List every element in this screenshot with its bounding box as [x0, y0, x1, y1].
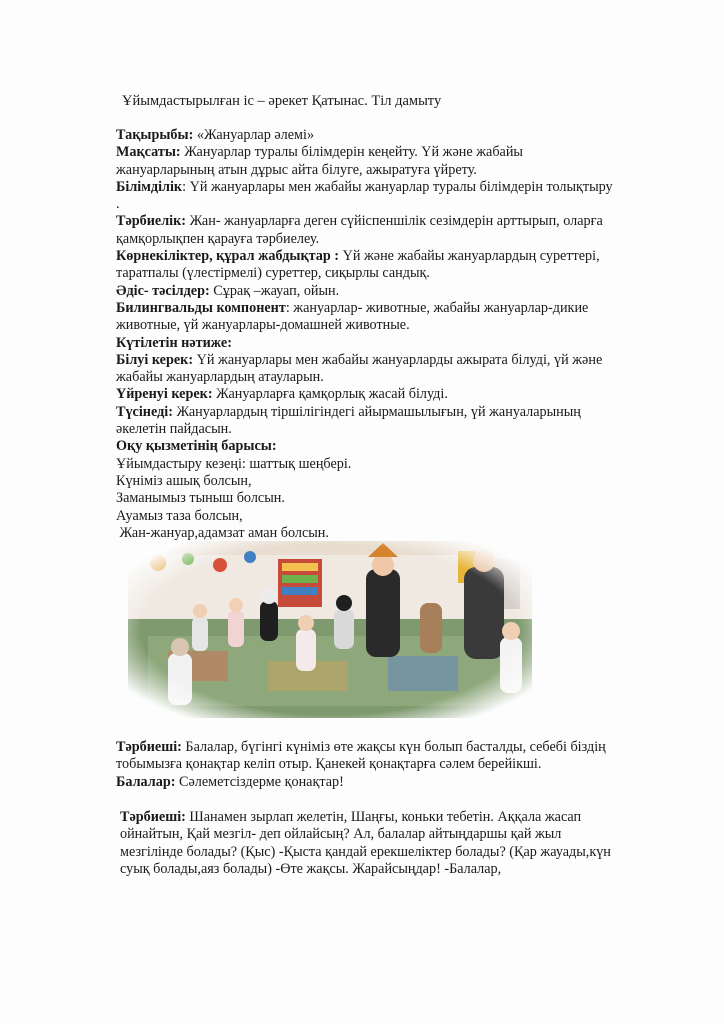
- understands-line: Түсінеді: Жануарлардың тіршілігіндегі айырмашылығын, үй жануаларының әкелетін пайдасын.: [116, 403, 581, 438]
- classroom-photo-illustration: [128, 541, 532, 718]
- poem-line: Күніміз ашық болсын,: [116, 472, 252, 489]
- teacher-line: Тәрбиеші: Шанамен зырлап желетін, Шаңғы, коньки тебетін. Аққала жасап ойнайтын, Қай мезгіл- деп ойлайсың? Ал, балалар айтыңдаршы қай жыл мезгілінде болады? (Қыс) -Қыста қандай ерекшеліктер болады? (Қар жауады,күн суық болады,аяз болады) -Өте жақсы. Жарайсыңдар! -Балалар,: [120, 809, 611, 877]
- lesson-progress-line: Оқу қызметінің барысы:: [116, 438, 277, 455]
- materials-line: Көрнекіліктер, құрал жабдықтар : Үй және жабайы жануарлардың суреттері, таратпалы (үлестірмелі) суреттер, сиқырлы сандық.: [116, 248, 600, 282]
- document-header: Ұйымдастырылған іс – әрекет Қатынас. Тіл дамыту: [122, 93, 442, 109]
- dialogue-section-2: [120, 809, 620, 878]
- poem-line: Ауамыз таза болсын,: [116, 507, 243, 524]
- children-line: Балалар: Сәлеметсіздерме қонақтар!: [116, 773, 344, 790]
- dialogue-section: [116, 739, 616, 791]
- lesson-intro: [116, 127, 616, 542]
- upbringing-line: Тәрбиелік: Жан- жануарларға деген сүйіспеншілік сезімдерін арттырып, оларға қамқорлықпен қарауға тәрбиелеу.: [116, 213, 603, 247]
- must-know-line: Білуі керек: Үй жануарлары мен жабайы жануарларды ажырата білуді, үй және жабайы жануарлардың атауларын.: [116, 351, 603, 386]
- poem-line: Ұйымдастыру кезеңі: шаттық шеңбері.: [116, 455, 352, 472]
- goal-line: Мақсаты: Жануарлар туралы білімдерін кеңейту. Үй және жабайы жануарларының атын дұрыс айта білуге, ажыратуға үйрету.: [116, 144, 523, 178]
- methods-line: Әдіс- тәсілдер: Сұрақ –жауап, ойын.: [116, 282, 340, 299]
- bilingual-line: Билингвальды компонент: жануарлар- животные, жабайы жануарлар-дикие животные, үй жануарлары-домашней животные.: [116, 299, 589, 334]
- must-learn-line: Үйренуі керек: Жануарларға қамқорлық жасай білуді.: [116, 386, 448, 403]
- teacher-line: Тәрбиеші: Балалар, бүгінгі күніміз өте жақсы күн болып басталды, себебі біздің тобымызға қонақтар келіп отыр. Қанекей қонақтарға сәлем берейікші.: [116, 739, 606, 773]
- educational-line: Білімділік: Үй жануарлары мен жабайы жануарлар туралы білімдерін толықтыру .: [116, 178, 613, 213]
- poem-line: Заманымыз тыныш болсын.: [116, 490, 285, 507]
- classroom-photo: [128, 541, 532, 718]
- topic-line: Тақырыбы: «Жануарлар әлемі»: [116, 127, 315, 143]
- expected-result-line: Күтілетін нәтиже:: [116, 334, 232, 351]
- poem-line: Жан-жануар,адамзат аман болсын.: [116, 524, 329, 541]
